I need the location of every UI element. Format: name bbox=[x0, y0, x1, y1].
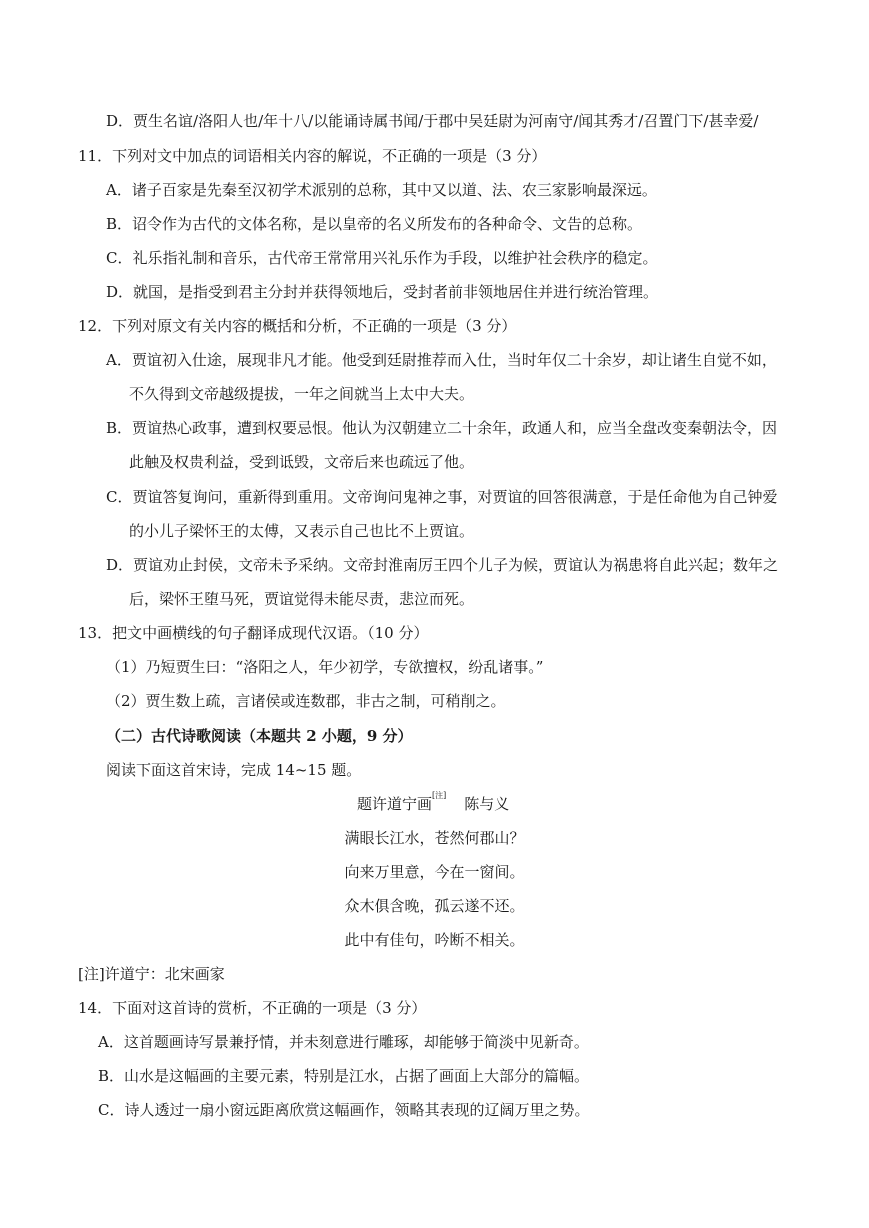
q12-option-c-line2: 的小儿子梁怀王的太傅，又表示自己也比不上贾谊。 bbox=[129, 522, 475, 540]
poem-note-mark: [注] bbox=[432, 791, 447, 800]
q13-sentence-1: （1）乃短贾生曰：“洛阳之人，年少初学，专欲擅权，纷乱诸事。” bbox=[106, 658, 544, 676]
poem-line-2: 向来万里意，今在一窗间。 bbox=[344, 863, 525, 881]
poem-intro: 阅读下面这首宋诗，完成 14~15 题。 bbox=[106, 761, 362, 779]
question-12-stem: 12．下列对原文有关内容的概括和分析，不正确的一项是（3 分） bbox=[78, 317, 517, 335]
q11-option-d: D．就国，是指受到君主分封并获得领地后，受封者前非领地居住并进行统治管理。 bbox=[106, 283, 659, 301]
poem-title-line bbox=[357, 791, 510, 814]
q12-option-d-line1: D．贾谊劝止封侯，文帝未予采纳。文帝封淮南厉王四个儿子为候，贾谊认为祸患将自此兴起；数年之 bbox=[106, 556, 779, 574]
q12-option-a-line2: 不久得到文帝越级提拔，一年之间就当上太中大夫。 bbox=[129, 385, 475, 403]
q14-option-c: C．诗人透过一扇小窗远距离欣赏这幅画作，领略其表现的辽阔万里之势。 bbox=[98, 1101, 590, 1119]
q11-option-c: C．礼乐指礼制和音乐，古代帝王常常用兴礼乐作为手段，以维护社会秩序的稳定。 bbox=[106, 249, 658, 267]
poem-line-3: 众木俱含晚，孤云遂不还。 bbox=[344, 897, 525, 915]
question-14-stem: 14．下面对这首诗的赏析，不正确的一项是（3 分） bbox=[78, 999, 427, 1017]
section-heading-poetry: （二）古代诗歌阅读（本题共 2 小题，9 分） bbox=[106, 727, 413, 745]
q12-option-d-line2: 后，梁怀王堕马死，贾谊觉得未能尽责，悲泣而死。 bbox=[129, 590, 475, 608]
poem-footnote: [注]许道宁：北宋画家 bbox=[78, 965, 225, 983]
q11-option-a: A．诸子百家是先秦至汉初学术派别的总称，其中又以道、法、农三家影响最深远。 bbox=[106, 181, 657, 199]
q10-option-d: D．贾生名谊/洛阳人也/年十八/以能诵诗属书闻/于郡中吴廷尉为河南守/闻其秀才/召置门下/甚幸爱/ bbox=[106, 112, 759, 130]
q12-option-c-line1: C．贾谊答复询问，重新得到重用。文帝询问鬼神之事，对贾谊的回答很满意，于是任命他为自己钟爱 bbox=[106, 488, 778, 506]
q14-option-a: A．这首题画诗写景兼抒情，并未刻意进行雕琢，却能够于简淡中见新奇。 bbox=[98, 1033, 589, 1051]
poem-line-4: 此中有佳句，吟断不相关。 bbox=[344, 931, 525, 949]
question-13-stem: 13．把文中画横线的句子翻译成现代汉语。（10 分） bbox=[78, 624, 429, 642]
poem-title: 题许道宁画 bbox=[357, 795, 433, 813]
q12-option-a-line1: A．贾谊初入仕途，展现非凡才能。他受到廷尉推荐而入仕，当时年仅二十余岁，却让诸生自觉不如， bbox=[106, 351, 777, 369]
q14-option-b: B．山水是这幅画的主要元素，特别是江水，占据了画面上大部分的篇幅。 bbox=[98, 1067, 590, 1085]
q11-option-b: B．诏令作为古代的文体名称，是以皇帝的名义所发布的各种命令、文告的总称。 bbox=[106, 215, 643, 233]
q12-option-b-line2: 此触及权贵利益，受到诋毁，文帝后来也疏远了他。 bbox=[129, 453, 475, 471]
q12-option-b-line1: B．贾谊热心政事，遭到权要忌恨。他认为汉朝建立二十余年，政通人和，应当全盘改变秦朝法令，因 bbox=[106, 419, 778, 437]
poem-line-1: 满眼长江水，苍然何郡山？ bbox=[344, 829, 525, 847]
q13-sentence-2: （2）贾生数上疏，言诸侯或连数郡，非古之制，可稍削之。 bbox=[106, 692, 506, 710]
poem-author: 陈与义 bbox=[464, 795, 510, 813]
question-11-stem: 11．下列对文中加点的词语相关内容的解说，不正确的一项是（3 分） bbox=[78, 147, 547, 165]
